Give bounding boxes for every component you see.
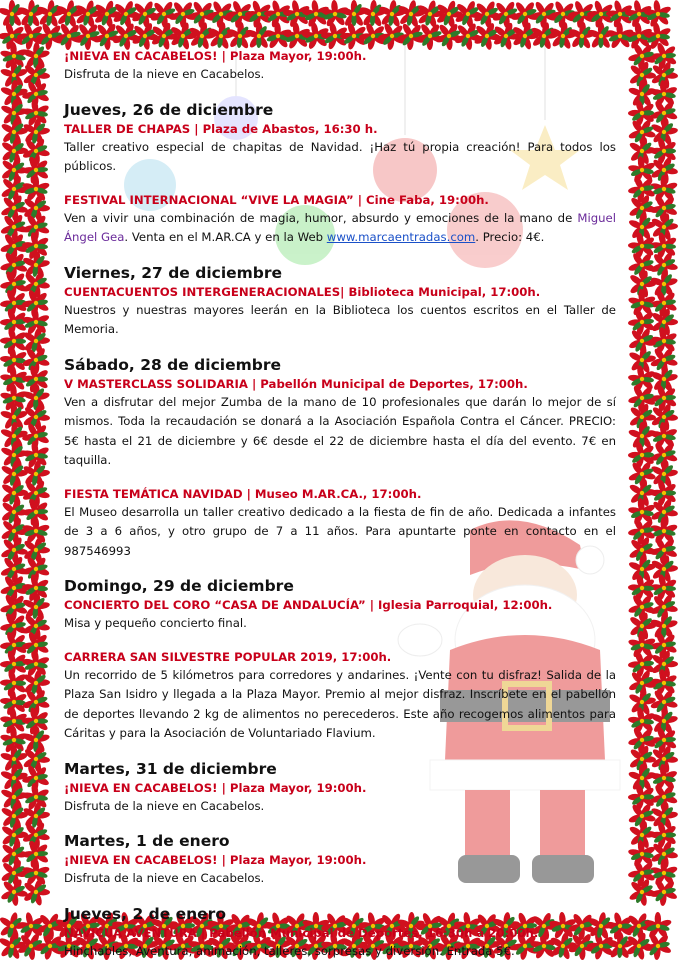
- program-content: [64, 47, 616, 961]
- event-title: ¡NIEVA EN CACABELOS! | Plaza Mayor, 19:00h.: [64, 779, 616, 797]
- poinsettia-icon: [20, 249, 52, 279]
- event-title: CONCIERTO DEL CORO “CASA DE ANDALUCÍA” | Iglesia Parroquial, 12:00h.: [64, 596, 616, 614]
- description-text: . Venta en el M.AR.CA y en la Web: [124, 230, 326, 244]
- event-description: Un recorrido de 5 kilómetros para corredores y andarines. ¡Vente con tu disfraz! Salida de la Plaza San Isidro y llegada a la Plaza Mayor. Premio al mejor disfraz. Inscríbete en el pabellón de deportes llevando 2 kg de alimentos no perecederos. Este año recogemos alimentos para Cáritas y para la Asociación de Voluntariado Flavium.: [64, 666, 616, 744]
- event-title: NAVICÚA AVENTURA | Pabellón Municipal de Deportes, 16:30h a 20:00h.: [64, 924, 616, 942]
- event-title: ¡NIEVA EN CACABELOS! | Plaza Mayor, 19:00h.: [64, 47, 616, 65]
- day-heading: Domingo, 29 de diciembre: [64, 577, 616, 596]
- event-description: Disfruta de la nieve en Cacabelos.: [64, 797, 616, 817]
- event-description: [64, 209, 616, 248]
- event-description: Nuestros y nuestras mayores leerán en la Biblioteca los cuentos escritos en el Taller de Memoria.: [64, 301, 616, 340]
- event-description: Ven a disfrutar del mejor Zumba de la mano de 10 profesionales que darán lo mejor de sí mismos. Toda la recaudación se donará a la Asociación Española Contra el Cáncer. PRECIO: 5€ hasta el 21 de diciembre y 6€ desde el 22 de diciembre hasta el día del evento. 7€ en taquilla.: [64, 393, 616, 471]
- day-heading: Sábado, 28 de diciembre: [64, 356, 616, 375]
- event-title: FIESTA TEMÁTICA NAVIDAD | Museo M.AR.CA., 17:00h.: [64, 485, 616, 503]
- day-section: [64, 889, 616, 961]
- event-title: ¡NIEVA EN CACABELOS! | Plaza Mayor, 19:00h.: [64, 851, 616, 869]
- artist-name: Miguel Ángel Gea: [64, 211, 616, 245]
- day-heading: Martes, 31 de diciembre: [64, 760, 616, 779]
- day-section: [64, 85, 616, 248]
- poinsettia-icon: [20, 591, 52, 621]
- day-section: [64, 561, 616, 744]
- event-description: Hinchables, Aventura, animación, talleres, sorpresas y diversión. Entrada 5€.: [64, 942, 616, 961]
- day-section: [64, 248, 616, 340]
- day-heading: Viernes, 27 de diciembre: [64, 264, 616, 283]
- event-description: Taller creativo especial de chapitas de Navidad. ¡Haz tú propia creación! Para todos los públicos.: [64, 138, 616, 177]
- poinsettia-icon: [627, 80, 656, 108]
- description-text: Ven a vivir una combinación de magia, humor, absurdo y emociones de la mano de: [64, 211, 577, 225]
- poinsettia-icon: [627, 764, 656, 792]
- day-section: [64, 47, 616, 85]
- event-description: Disfruta de la nieve en Cacabelos.: [64, 869, 616, 889]
- event-description: El Museo desarrolla un taller creativo dedicado a la fiesta de fin de año. Dedicada a infantes de 3 a 6 años, y otro grupo de 7 a 11 años. Para apuntarte ponte en contacto en el 987546993: [64, 503, 616, 562]
- day-section: [64, 744, 616, 817]
- day-heading: Jueves, 26 de diciembre: [64, 101, 616, 120]
- event-description: Disfruta de la nieve en Cacabelos.: [64, 65, 616, 85]
- day-heading: Martes, 1 de enero: [64, 832, 616, 851]
- event-title: V MASTERCLASS SOLIDARIA | Pabellón Municipal de Deportes, 17:00h.: [64, 375, 616, 393]
- event-title: TALLER DE CHAPAS | Plaza de Abastos, 16:30 h.: [64, 120, 616, 138]
- poinsettia-icon: [627, 422, 656, 450]
- day-section: [64, 816, 616, 889]
- day-section: [64, 340, 616, 562]
- description-text: . Precio: 4€.: [475, 230, 544, 244]
- event-title: CARRERA SAN SILVESTRE POPULAR 2019, 17:00h.: [64, 648, 616, 666]
- event-title: CUENTACUENTOS INTERGENERACIONALES| Biblioteca Municipal, 17:00h.: [64, 283, 616, 301]
- tickets-website-link[interactable]: www.marcaentradas.com: [327, 230, 476, 244]
- day-heading: Jueves, 2 de enero: [64, 905, 616, 924]
- event-title: FESTIVAL INTERNACIONAL “VIVE LA MAGIA” | Cine Faba, 19:00h.: [64, 191, 616, 209]
- event-description: Misa y pequeño concierto final.: [64, 614, 616, 634]
